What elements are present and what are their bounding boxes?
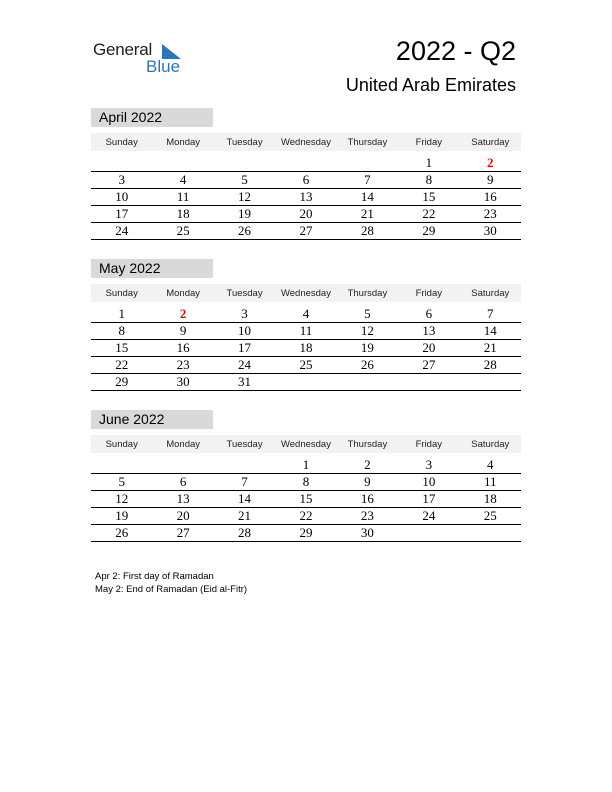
weekday-header: Monday <box>152 435 213 453</box>
empty-day-cell <box>460 374 521 391</box>
day-cell: 9 <box>152 323 213 340</box>
day-cell: 22 <box>91 357 152 374</box>
day-cell: 16 <box>152 340 213 357</box>
month-label: April 2022 <box>91 108 213 127</box>
day-cell: 10 <box>91 189 152 206</box>
day-cell: 5 <box>91 474 152 491</box>
day-cell: 28 <box>214 525 275 542</box>
day-cell: 5 <box>337 306 398 323</box>
empty-day-cell <box>91 155 152 172</box>
week-row <box>91 525 521 542</box>
logo-blue-text: Blue <box>146 57 181 76</box>
day-cell: 7 <box>460 306 521 323</box>
weekday-header: Tuesday <box>214 133 275 151</box>
day-cell: 31 <box>214 374 275 391</box>
day-cell: 15 <box>398 189 459 206</box>
weekday-header: Wednesday <box>275 133 336 151</box>
day-cell: 23 <box>337 508 398 525</box>
week-row <box>91 323 521 340</box>
note-line: May 2: End of Ramadan (Eid al-Fitr) <box>95 584 248 595</box>
day-cell: 12 <box>214 189 275 206</box>
day-cell: 3 <box>398 457 459 474</box>
page-title: 2022 - Q2 <box>395 36 516 66</box>
day-cell: 17 <box>91 206 152 223</box>
day-cell: 22 <box>398 206 459 223</box>
weekday-header: Monday <box>152 284 213 302</box>
logo <box>93 40 193 80</box>
day-cell: 22 <box>275 508 336 525</box>
holiday-notes <box>95 570 247 596</box>
day-cell: 26 <box>91 525 152 542</box>
week-row <box>91 374 521 391</box>
day-cell: 15 <box>275 491 336 508</box>
empty-day-cell <box>275 155 336 172</box>
empty-day-cell <box>152 155 213 172</box>
day-cell: 19 <box>91 508 152 525</box>
calendar-grid <box>91 435 521 542</box>
day-cell: 14 <box>337 189 398 206</box>
day-cell: 30 <box>337 525 398 542</box>
weekday-header: Saturday <box>460 284 521 302</box>
day-cell: 17 <box>398 491 459 508</box>
day-cell: 18 <box>152 206 213 223</box>
day-cell: 25 <box>152 223 213 240</box>
day-cell: 29 <box>398 223 459 240</box>
day-cell: 13 <box>398 323 459 340</box>
week-row <box>91 189 521 206</box>
empty-day-cell <box>214 457 275 474</box>
weekday-header-row <box>91 284 521 302</box>
week-row <box>91 474 521 491</box>
weekday-header: Saturday <box>460 133 521 151</box>
empty-day-cell <box>214 155 275 172</box>
day-cell: 8 <box>275 474 336 491</box>
weekday-header: Saturday <box>460 435 521 453</box>
week-row <box>91 340 521 357</box>
weekday-header: Sunday <box>91 133 152 151</box>
day-cell: 29 <box>275 525 336 542</box>
day-cell: 30 <box>152 374 213 391</box>
day-cell: 24 <box>214 357 275 374</box>
day-cell: 9 <box>460 172 521 189</box>
day-cell: 6 <box>275 172 336 189</box>
weekday-header: Thursday <box>337 133 398 151</box>
empty-day-cell <box>398 374 459 391</box>
weekday-header: Monday <box>152 133 213 151</box>
day-cell: 19 <box>214 206 275 223</box>
day-cell: 23 <box>152 357 213 374</box>
weekday-header: Thursday <box>337 284 398 302</box>
day-cell: 27 <box>275 223 336 240</box>
day-cell: 8 <box>398 172 459 189</box>
week-row <box>91 172 521 189</box>
empty-day-cell <box>152 457 213 474</box>
day-cell: 5 <box>214 172 275 189</box>
day-cell: 6 <box>398 306 459 323</box>
week-row <box>91 306 521 323</box>
day-cell: 4 <box>460 457 521 474</box>
day-cell: 18 <box>275 340 336 357</box>
day-cell: 7 <box>337 172 398 189</box>
day-cell: 10 <box>398 474 459 491</box>
day-cell: 13 <box>152 491 213 508</box>
weekday-header: Thursday <box>337 435 398 453</box>
day-cell: 20 <box>398 340 459 357</box>
day-cell: 11 <box>460 474 521 491</box>
day-cell: 25 <box>460 508 521 525</box>
day-cell: 7 <box>214 474 275 491</box>
week-row <box>91 508 521 525</box>
logo-general-text: General <box>93 40 153 59</box>
day-cell: 2 <box>152 306 213 323</box>
day-cell: 2 <box>337 457 398 474</box>
day-cell: 30 <box>460 223 521 240</box>
empty-day-cell <box>275 374 336 391</box>
week-row <box>91 491 521 508</box>
day-cell: 26 <box>337 357 398 374</box>
day-cell: 16 <box>460 189 521 206</box>
month-label: May 2022 <box>91 259 213 278</box>
weekday-header-row <box>91 133 521 151</box>
month-june <box>91 410 521 542</box>
day-cell: 4 <box>152 172 213 189</box>
weekday-header: Wednesday <box>275 284 336 302</box>
day-cell: 28 <box>460 357 521 374</box>
day-cell: 12 <box>91 491 152 508</box>
weekday-header-row <box>91 435 521 453</box>
week-row <box>91 155 521 172</box>
day-cell: 14 <box>214 491 275 508</box>
day-cell: 3 <box>214 306 275 323</box>
weekday-header: Tuesday <box>214 284 275 302</box>
day-cell: 1 <box>91 306 152 323</box>
month-label: June 2022 <box>91 410 213 429</box>
weekday-header: Friday <box>398 133 459 151</box>
week-row <box>91 206 521 223</box>
week-row <box>91 457 521 474</box>
day-cell: 12 <box>337 323 398 340</box>
day-cell: 21 <box>337 206 398 223</box>
day-cell: 15 <box>91 340 152 357</box>
day-cell: 29 <box>91 374 152 391</box>
day-cell: 27 <box>152 525 213 542</box>
calendar-grid <box>91 284 521 391</box>
weekday-header: Wednesday <box>275 435 336 453</box>
calendar-grid <box>91 133 521 240</box>
weekday-header: Sunday <box>91 435 152 453</box>
day-cell: 8 <box>91 323 152 340</box>
day-cell: 11 <box>275 323 336 340</box>
day-cell: 11 <box>152 189 213 206</box>
week-row <box>91 357 521 374</box>
day-cell: 10 <box>214 323 275 340</box>
empty-day-cell <box>91 457 152 474</box>
day-cell: 28 <box>337 223 398 240</box>
day-cell: 24 <box>398 508 459 525</box>
day-cell: 20 <box>275 206 336 223</box>
month-may <box>91 259 521 391</box>
empty-day-cell <box>460 525 521 542</box>
day-cell: 16 <box>337 491 398 508</box>
day-cell: 9 <box>337 474 398 491</box>
month-april <box>91 108 521 240</box>
day-cell: 25 <box>275 357 336 374</box>
note-line: Apr 2: First day of Ramadan <box>95 571 214 582</box>
week-row <box>91 223 521 240</box>
empty-day-cell <box>398 525 459 542</box>
day-cell: 4 <box>275 306 336 323</box>
day-cell: 1 <box>398 155 459 172</box>
empty-day-cell <box>337 155 398 172</box>
weekday-header: Sunday <box>91 284 152 302</box>
day-cell: 21 <box>460 340 521 357</box>
empty-day-cell <box>337 374 398 391</box>
day-cell: 18 <box>460 491 521 508</box>
day-cell: 3 <box>91 172 152 189</box>
day-cell: 27 <box>398 357 459 374</box>
weekday-header: Friday <box>398 284 459 302</box>
country-name: United Arab Emirates <box>345 75 516 95</box>
day-cell: 14 <box>460 323 521 340</box>
day-cell: 26 <box>214 223 275 240</box>
day-cell: 2 <box>460 155 521 172</box>
day-cell: 20 <box>152 508 213 525</box>
day-cell: 23 <box>460 206 521 223</box>
day-cell: 1 <box>275 457 336 474</box>
day-cell: 21 <box>214 508 275 525</box>
day-cell: 17 <box>214 340 275 357</box>
day-cell: 19 <box>337 340 398 357</box>
day-cell: 6 <box>152 474 213 491</box>
day-cell: 13 <box>275 189 336 206</box>
weekday-header: Friday <box>398 435 459 453</box>
weekday-header: Tuesday <box>214 435 275 453</box>
day-cell: 24 <box>91 223 152 240</box>
